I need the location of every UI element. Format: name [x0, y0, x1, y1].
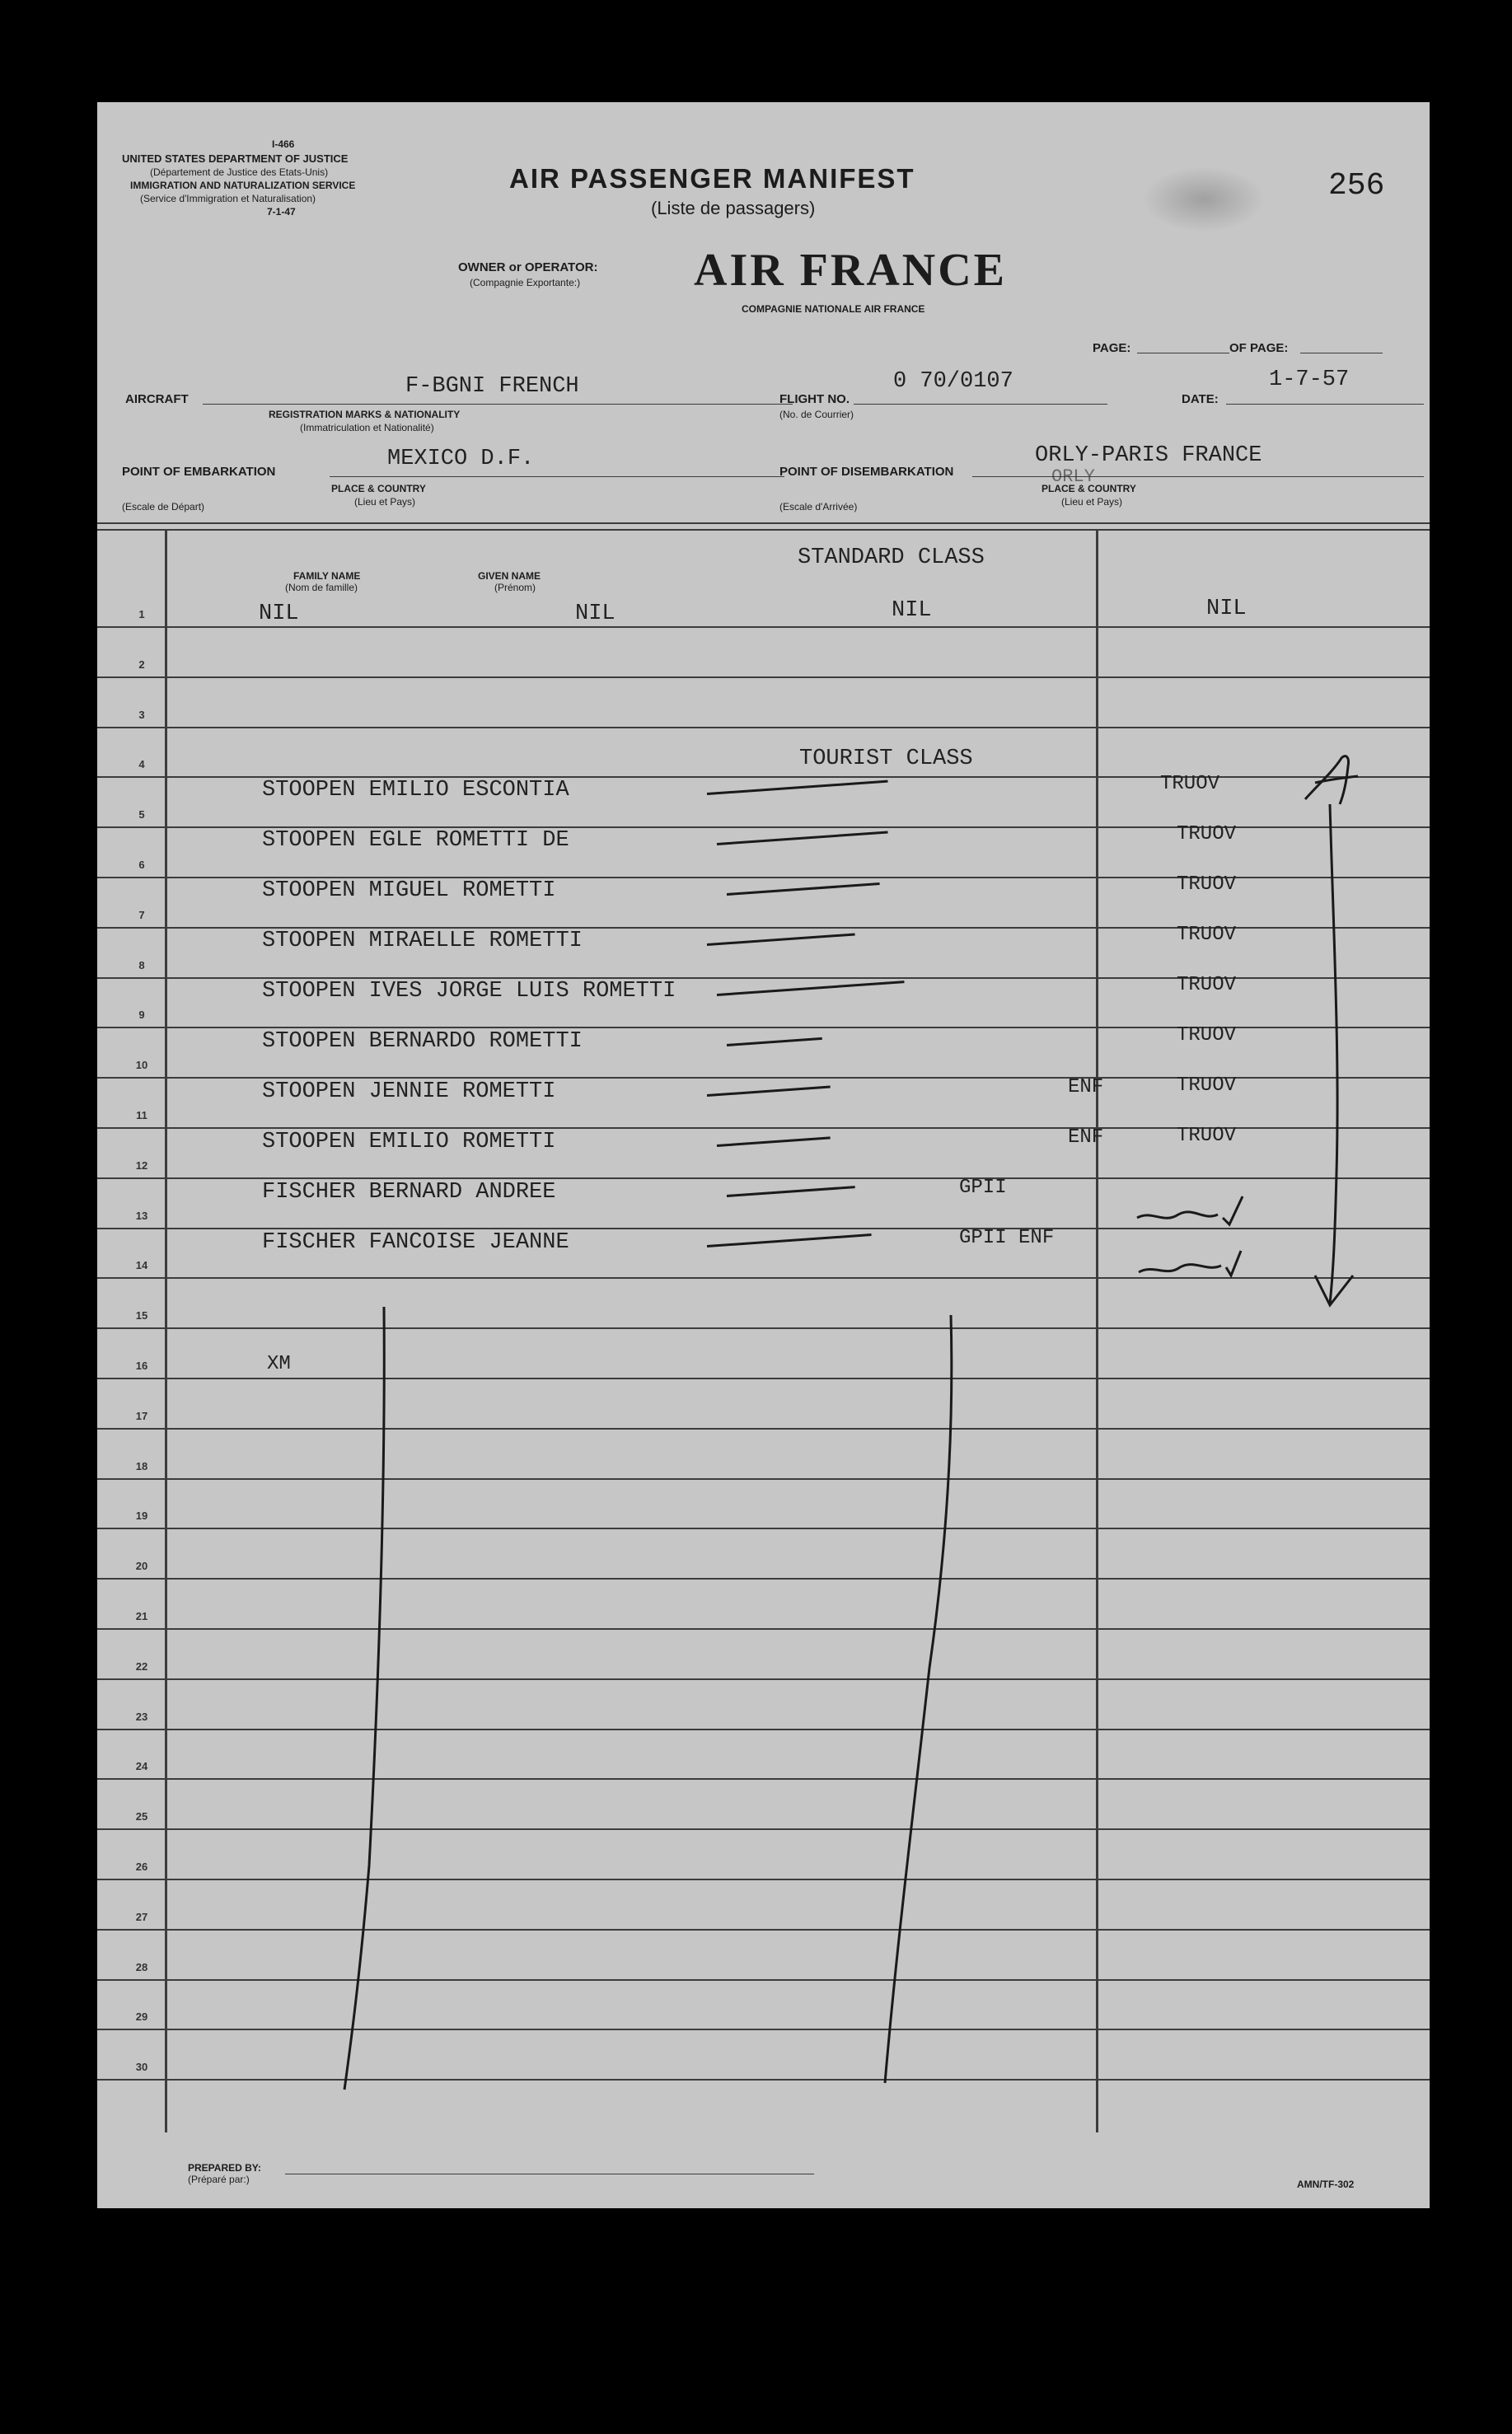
- check-mark-14: [1139, 1251, 1241, 1276]
- row-number: 11: [136, 1109, 147, 1121]
- row-number: 21: [135, 1610, 148, 1622]
- passenger-name: STOOPEN BERNARDO ROMETTI: [262, 1029, 583, 1054]
- registration-label: REGISTRATION MARKS & NATIONALITY: [269, 409, 461, 420]
- embark-label: POINT OF EMBARKATION: [122, 465, 276, 479]
- passenger-code: TRUOV: [1177, 974, 1237, 996]
- manifest-document: [97, 102, 1430, 2208]
- owner-label: OWNER or OPERATOR:: [458, 260, 598, 274]
- passenger-code: TRUOV: [1160, 773, 1220, 795]
- row-number: 27: [135, 1911, 148, 1923]
- row-number: 15: [135, 1309, 148, 1322]
- flight-no-value: 0 70/0107: [893, 369, 1013, 394]
- row-number: 9: [138, 1009, 145, 1021]
- nil-given: NIL: [575, 601, 616, 626]
- flight-no-sub: (No. de Courrier): [779, 409, 854, 420]
- row-number: 4: [138, 758, 145, 770]
- page-label: PAGE:: [1093, 341, 1131, 355]
- form-number: I-466: [272, 138, 295, 150]
- handwritten-a: [1305, 756, 1358, 804]
- row-number: 25: [135, 1810, 148, 1823]
- family-name-sub: (Nom de famille): [285, 582, 358, 593]
- given-name-sub: (Prénom): [494, 582, 536, 593]
- airline-name: AIR FRANCE: [694, 245, 1007, 296]
- form-code: AMN/TF-302: [1297, 2179, 1355, 2190]
- disembark-place-sub: (Lieu et Pays): [1061, 496, 1123, 508]
- passenger-name: FISCHER FANCOISE JEANNE: [262, 1230, 569, 1255]
- page-number: 256: [1328, 168, 1385, 204]
- passenger-note: GPII ENF: [959, 1227, 1055, 1249]
- passenger-code: TRUOV: [1177, 1074, 1237, 1097]
- passenger-code: TRUOV: [1177, 924, 1237, 946]
- place-label: PLACE & COUNTRY: [331, 483, 426, 494]
- manifest-subtitle: (Liste de passagers): [651, 198, 816, 218]
- disembark-label: POINT OF DISEMBARKATION: [779, 465, 954, 479]
- disembark-value: ORLY-PARIS FRANCE: [1035, 443, 1262, 468]
- agency-line-4: (Service d'Immigration et Naturalisation): [140, 193, 316, 204]
- flight-no-label: FLIGHT NO.: [779, 392, 850, 406]
- passenger-note: ENF: [1068, 1076, 1104, 1098]
- standard-class-header: STANDARD CLASS: [798, 545, 985, 570]
- aircraft-label: AIRCRAFT: [125, 392, 189, 406]
- passenger-code: TRUOV: [1177, 823, 1237, 845]
- place-sub: (Lieu et Pays): [354, 496, 416, 508]
- row-number: 17: [135, 1410, 148, 1422]
- row-number: 30: [135, 2061, 148, 2073]
- date-value: 1-7-57: [1269, 367, 1350, 392]
- bracket-arrow: [1315, 804, 1353, 1305]
- row-number: 16: [135, 1360, 148, 1372]
- manifest-title: AIR PASSENGER MANIFEST: [509, 163, 915, 194]
- owner-sub: (Compagnie Exportante:): [470, 277, 581, 288]
- passenger-name: STOOPEN MIGUEL ROMETTI: [262, 878, 556, 903]
- row16-text: XM: [267, 1353, 291, 1375]
- row-number: 14: [135, 1259, 148, 1271]
- row-number: 7: [138, 909, 145, 921]
- passenger-name: STOOPEN EMILIO ROMETTI: [262, 1130, 556, 1154]
- passenger-note: GPII: [959, 1177, 1007, 1199]
- aircraft-value: F-BGNI FRENCH: [405, 374, 579, 399]
- passenger-code: TRUOV: [1177, 1125, 1237, 1147]
- row-number: 2: [138, 658, 145, 671]
- embark-value: MEXICO D.F.: [387, 447, 535, 471]
- row-number: 12: [135, 1159, 148, 1172]
- row-number: 18: [135, 1460, 148, 1472]
- prepared-by-label: PREPARED BY:: [188, 2162, 261, 2174]
- agency-line-2: (Département de Justice des Etats-Unis): [150, 166, 329, 178]
- row-number: 19: [135, 1510, 148, 1522]
- row-number: 24: [135, 1760, 148, 1772]
- passenger-code: TRUOV: [1177, 873, 1237, 896]
- long-vertical-stroke-left: [344, 1307, 384, 2090]
- row-number: 29: [135, 2010, 148, 2023]
- airline-subtitle: COMPAGNIE NATIONALE AIR FRANCE: [742, 303, 925, 315]
- nil-family: NIL: [259, 601, 299, 626]
- passenger-code: TRUOV: [1177, 1024, 1237, 1046]
- tourist-class-header: TOURIST CLASS: [799, 747, 973, 771]
- long-vertical-stroke-right: [885, 1315, 952, 2083]
- row-number: 6: [138, 859, 145, 871]
- prepared-by-sub: (Préparé par:): [188, 2174, 250, 2185]
- passenger-name: FISCHER BERNARD ANDREE: [262, 1180, 556, 1205]
- passenger-name: STOOPEN EMILIO ESCONTIA: [262, 778, 569, 803]
- agency-line-3: IMMIGRATION AND NATURALIZATION SERVICE: [130, 180, 356, 191]
- family-name-header: FAMILY NAME: [293, 570, 361, 582]
- row-number: 1: [138, 608, 145, 620]
- row-number: 22: [135, 1660, 148, 1673]
- row-number: 26: [135, 1861, 148, 1873]
- row-number: 5: [138, 808, 145, 821]
- passenger-note: ENF: [1068, 1126, 1104, 1149]
- handwritten-marks: [97, 102, 1430, 2208]
- row-number: 23: [135, 1711, 148, 1723]
- row-number: 13: [135, 1210, 148, 1222]
- row-number: 3: [138, 709, 145, 721]
- disembark-place-label: PLACE & COUNTRY: [1042, 483, 1136, 494]
- nil-standard: NIL: [892, 598, 932, 623]
- row-number: 28: [135, 1961, 148, 1973]
- nil-right: NIL: [1206, 597, 1247, 621]
- disembark-sub: (Escale d'Arrivée): [779, 501, 858, 513]
- given-name-header: GIVEN NAME: [478, 570, 541, 582]
- embark-sub: (Escale de Départ): [122, 501, 205, 513]
- disembark-overstrike: ORLY: [1051, 466, 1095, 487]
- passenger-name: STOOPEN IVES JORGE LUIS ROMETTI: [262, 979, 676, 1004]
- date-label: DATE:: [1182, 392, 1219, 406]
- agency-date: 7-1-47: [267, 206, 296, 218]
- of-page-label: OF PAGE:: [1229, 341, 1289, 355]
- passenger-name: STOOPEN EGLE ROMETTI DE: [262, 828, 569, 853]
- passenger-name: STOOPEN JENNIE ROMETTI: [262, 1079, 556, 1104]
- row-number: 8: [138, 959, 145, 971]
- registration-sub: (Immatriculation et Nationalité): [300, 422, 434, 433]
- row-number: 10: [135, 1059, 148, 1071]
- check-mark-13: [1137, 1196, 1243, 1224]
- agency-line-1: UNITED STATES DEPARTMENT OF JUSTICE: [122, 152, 349, 165]
- row-number: 20: [135, 1560, 148, 1572]
- passenger-name: STOOPEN MIRAELLE ROMETTI: [262, 929, 583, 953]
